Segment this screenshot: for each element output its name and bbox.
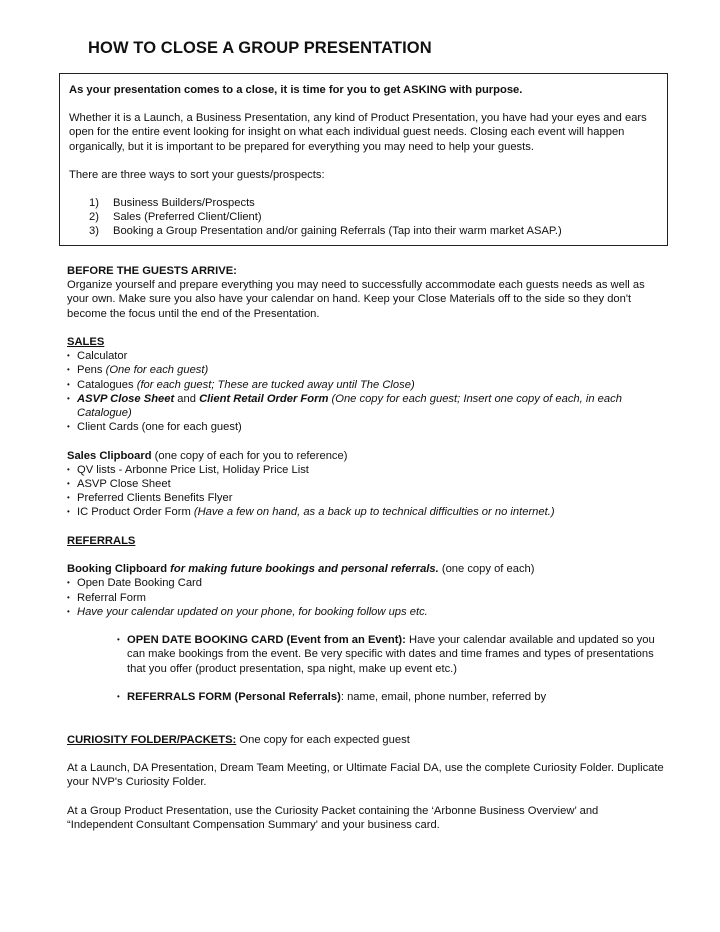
sort-intro: There are three ways to sort your guests/prospects: — [69, 168, 325, 181]
bullet-icon: • — [67, 493, 70, 503]
list-item — [67, 392, 667, 420]
and-text: and — [174, 392, 200, 405]
booking-heading — [67, 562, 667, 576]
list-note: (One copy for each guest; Insert one copy of each, in each Catalogue) — [77, 392, 622, 420]
list-item — [67, 420, 667, 434]
odbc-label: OPEN DATE BOOKING CARD (Event from an Event): — [127, 634, 406, 647]
curiosity-note: One copy for each expected guest — [236, 733, 410, 746]
list-number: 2) — [89, 211, 99, 224]
booking-details-list — [117, 633, 667, 676]
list-note: (Have a few on hand, as a back up to technical difficulties or no internet.) — [193, 506, 555, 519]
before-text: Organize yourself and prepare everything you may need to successfully accommodate each guests needs as well as your own. Make sure you also have your calendar on hand. Keep your Close Materials off to the side so they don't become the focus until the end of the Presentation. — [67, 279, 645, 320]
list-text: Sales (Preferred Client/Client) — [113, 211, 262, 224]
list-item — [67, 576, 667, 590]
intro-lead: As your presentation comes to a close, it is time for you to get ASKING with purpose. — [69, 84, 523, 96]
bullet-icon: • — [67, 351, 70, 361]
bullet-icon: • — [67, 479, 70, 489]
list-item — [67, 463, 667, 477]
curiosity-paragraph: At a Group Product Presentation, use the Curiosity Packet containing the ‘Arbonne Business Overview’ and “Independent Consultant Compensation Summary' and your business card. — [67, 804, 599, 831]
bullet-icon: • — [67, 464, 70, 474]
page-title: HOW TO CLOSE A GROUP PRESENTATION — [88, 39, 432, 57]
sales-list — [67, 349, 667, 434]
list-text: Calculator — [77, 350, 128, 363]
booking-label: Booking Clipboard — [67, 563, 168, 576]
booking-emphasis: for making future bookings and personal referrals. — [167, 563, 439, 576]
list-item — [117, 633, 667, 676]
list-text: Referral Form — [77, 591, 146, 604]
intro-paragraph: Whether it is a Launch, a Business Presentation, any kind of Product Presentation, you have had your eyes and ears open for the entire event looking for insight on what each individual guest needs. Closing each event will happen organically, but it is important to be prepared for everything you may need to help your guests. — [69, 112, 647, 153]
list-text: Booking a Group Presentation and/or gaining Referrals (Tap into their warm market ASAP.) — [113, 225, 562, 238]
list-item — [117, 690, 667, 704]
list-number: 3) — [89, 225, 99, 238]
list-text: Client Cards (one for each guest) — [77, 421, 242, 434]
before-heading — [67, 264, 667, 278]
bullet-icon: • — [67, 422, 70, 432]
list-text: Business Builders/Prospects — [113, 197, 255, 210]
list-item — [67, 491, 667, 505]
list-text: Pens — [77, 364, 106, 377]
intro-box — [59, 73, 668, 246]
referral-details-list — [117, 690, 667, 704]
before-heading-text: BEFORE THE GUESTS ARRIVE: — [67, 265, 237, 277]
clipboard-label: Sales Clipboard — [67, 449, 152, 462]
list-text: Open Date Booking Card — [77, 577, 203, 590]
list-note: (One for each guest) — [105, 364, 209, 377]
list-item — [67, 477, 667, 491]
list-note: (for each guest; These are tucked away until The Close) — [136, 378, 415, 391]
referrals-heading: REFERRALS — [67, 534, 136, 547]
odbc-text: Have your calendar available and updated so you can make bookings from the event. Be very specific with dates and time frames and types of presentations that you offer (product presentation, spa night, make up event etc.) — [127, 634, 655, 675]
list-text: IC Product Order Form — [77, 506, 194, 519]
list-text: Preferred Clients Benefits Flyer — [77, 492, 233, 505]
bullet-icon: • — [67, 393, 70, 403]
bullet-icon: • — [117, 635, 120, 645]
crof-label: Client Retail Order Form — [199, 392, 329, 405]
list-number: 1) — [89, 197, 99, 210]
list-item — [67, 505, 667, 519]
list-item — [67, 605, 667, 619]
clipboard-list — [67, 463, 667, 520]
sales-heading: SALES — [67, 336, 105, 348]
list-text: QV lists - Arbonne Price List, Holiday Price List — [77, 463, 309, 476]
clipboard-note: (one copy of each for you to reference) — [151, 449, 348, 462]
list-text: Have your calendar updated on your phone, for booking follow ups etc. — [77, 605, 428, 618]
booking-note: (one copy of each) — [438, 563, 535, 576]
curiosity-heading — [67, 733, 667, 747]
asvp-label: ASVP Close Sheet — [77, 392, 175, 405]
curiosity-paragraph: At a Launch, DA Presentation, Dream Team Meeting, or Ultimate Facial DA, use the complete Curiosity Folder. Duplicate your NVP's Curiosity Folder. — [67, 761, 664, 789]
list-item — [89, 224, 657, 238]
list-item — [89, 196, 657, 210]
booking-list — [67, 576, 667, 619]
list-item — [67, 363, 667, 377]
bullet-icon: • — [67, 379, 70, 389]
list-item — [67, 349, 667, 363]
bullet-icon: • — [117, 692, 120, 701]
main-content — [67, 264, 667, 832]
bullet-icon: • — [67, 507, 70, 517]
list-item — [67, 591, 667, 605]
rf-text: : name, email, phone number, referred by — [340, 691, 547, 703]
clipboard-heading — [67, 449, 667, 463]
list-item — [67, 378, 667, 392]
bullet-icon: • — [67, 578, 70, 588]
bullet-icon: • — [67, 606, 70, 616]
rf-label: REFERRALS FORM (Personal Referrals) — [127, 691, 341, 703]
list-text: ASVP Close Sheet — [77, 478, 171, 491]
sort-list — [69, 196, 657, 239]
curiosity-label: CURIOSITY FOLDER/PACKETS: — [67, 733, 237, 746]
bullet-icon: • — [67, 365, 70, 375]
bullet-icon: • — [67, 592, 70, 602]
list-text: Catalogues — [77, 378, 137, 391]
list-item — [89, 210, 657, 224]
